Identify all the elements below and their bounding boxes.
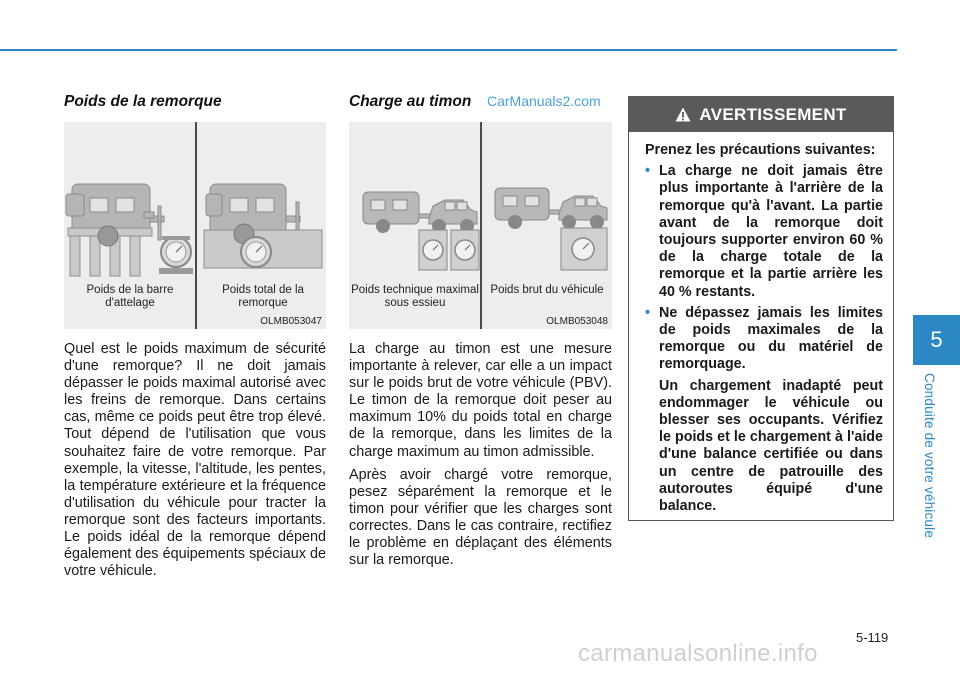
footer-watermark: carmanualsonline.info xyxy=(578,640,818,667)
page-number: 5-119 xyxy=(856,630,889,645)
paragraph: La charge au timon est une mesure importante à relever, car elle a un impact sur le poids brut de votre véhicule (PBV). Le timon de la remorque doit peser au maximum 10% du poids total en charge de la remorque, dans les limites de la charge maximum au timon admissible. xyxy=(349,341,612,460)
paragraph: Après avoir chargé votre remorque, pesez séparément la remorque et le timon pour vérifier que les charges sont correctes. Dans le cas contraire, rectifiez le problème en déplaçant des éléments sur la remorque. xyxy=(349,466,612,569)
header-rule xyxy=(0,49,897,51)
figure-code: OLMB053047 xyxy=(260,316,322,327)
figure-tongue-load xyxy=(349,122,612,329)
warning-header xyxy=(629,97,893,132)
chapter-tab: 5 xyxy=(913,315,960,365)
paragraph: Quel est le poids maximum de sécurité d'une remorque? Il ne doit jamais dépasser le poids maximal autorisé avec les freins de remorque. Dans certains cas, même ce poids peut être trop élevé. Tout dépend de l'utilisation que vous souhaitez faire de votre remorque. Par exemple, la vitesse, l'altitude, les pentes, la température extérieure et la fréquence d'utilisation du véhicule pour tracter la remorque sont des facteurs importants. Le poids idéal de la remorque dépend également des équipements spéciaux de votre véhicule. xyxy=(64,341,326,580)
warning-item: • La charge ne doit jamais être plus importante à l'arrière de la remorque qu'à l'avant. La partie avant de la remorque doit toujours supporter environ 60 % de la charge totale de la remorque et la partie arrière les 40 % restants. xyxy=(645,163,883,301)
tongue-load-text xyxy=(349,341,612,569)
section-title-trailer-weight: Poids de la remorque xyxy=(64,93,222,110)
warning-box xyxy=(628,96,894,521)
warning-item: • Ne dépassez jamais les limites de poids maximales de la remorque ou du matériel de remorquage. xyxy=(645,305,883,374)
tongue-load-section xyxy=(349,92,612,569)
warning-title: AVERTISSEMENT xyxy=(699,104,847,124)
section-title-tongue-load: Charge au timon xyxy=(349,93,472,110)
caption-gross-vehicle-weight: Poids brut du véhicule xyxy=(490,284,604,296)
caption-max-axle-weight: Poids technique maximal sous essieu xyxy=(351,284,479,309)
trailer-weight-section xyxy=(64,92,326,580)
caption-total-trailer-weight: Poids total de la remorque xyxy=(222,284,304,309)
figure-divider xyxy=(195,122,197,329)
chapter-label: Conduite de votre véhicule xyxy=(922,373,937,539)
warning-extra: Un chargement inadapté peut endommager le véhicule ou blesser ses occupants. Vérifiez le poids et le chargement à l'aide d'une balance certifiée ou dans un centre de patrouille des autoroutes équipé d'une balance. xyxy=(659,377,883,515)
figure-code: OLMB053048 xyxy=(546,316,608,327)
caption-tongue-weight: Poids de la barre d'attelage xyxy=(86,284,174,309)
trailer-weight-text xyxy=(64,341,326,580)
figure-trailer-weight xyxy=(64,122,326,329)
warning-list xyxy=(645,163,883,373)
site-watermark: CarManuals2.com xyxy=(487,93,601,109)
warning-triangle-icon xyxy=(675,107,691,122)
figure-divider xyxy=(480,122,482,329)
warning-intro: Prenez les précautions suivantes: xyxy=(645,142,876,158)
